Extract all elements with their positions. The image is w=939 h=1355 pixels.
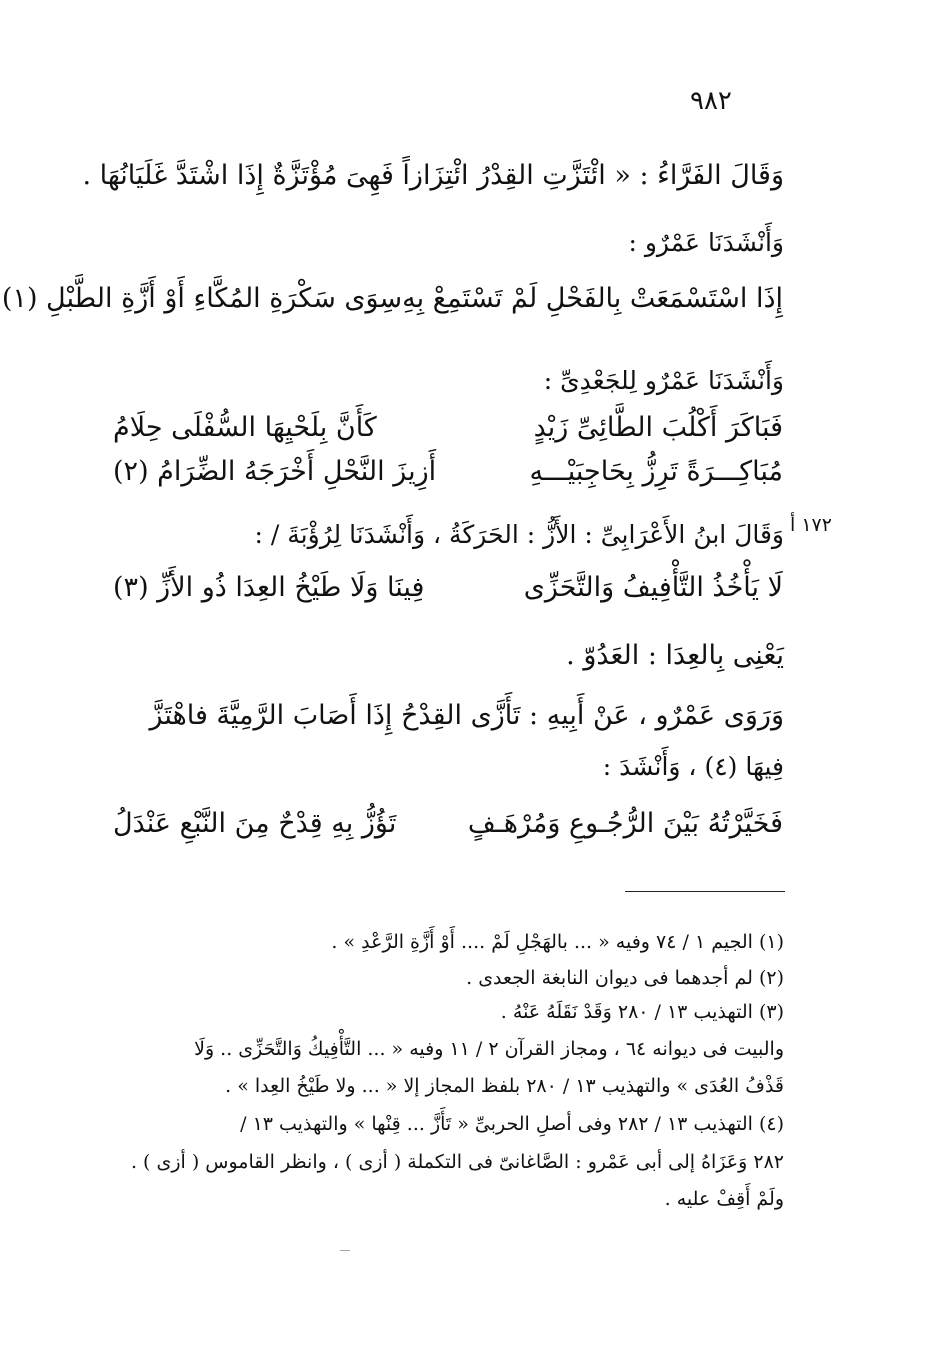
footnote-3-continuation: والبيت فى ديوانه ٦٤ ، ومجاز القرآن ٢ / ١١ وفيه « ... التَّأْفِيكُ وَالتَّحَزِّى .. وَلَا xyxy=(194,1038,784,1060)
verse-2-second-hemistich: كَأَنَّ بِلَحْيِهَا السُّفْلَى حِلَامُ xyxy=(113,412,377,443)
verse-3 xyxy=(113,456,783,487)
text-line-farra: وَقَالَ الفَرَّاءُ : « ائْتَزَّتِ القِدْرُ ائْتِزَازاً فَهِىَ مُؤْتَزَّةٌ إِذَا اشْتَدَّ غَلَيَانُهَا . xyxy=(82,160,784,191)
verse-2-first-hemistich: فَبَاكَرَ أَكْلُبَ الطَّائِىِّ زَيْدٍ xyxy=(533,412,783,443)
verse-5 xyxy=(113,808,783,839)
text-line-anshadana-amr: وَأَنْشَدَنَا عَمْرٌو : xyxy=(628,228,784,257)
footnote-1: (١) الجيم ١ / ٧٤ وفيه « ... بالهَجْلِ لَمْ .... أَوْ أَزَّةِ الرَّعْدِ » . xyxy=(331,931,784,953)
footnote-2: (٢) لم أجدهما فى ديوان النابغة الجعدى . xyxy=(466,967,784,989)
verse-3-first-hemistich: مُبَاكِـــرَةً تَرِزُّ بِحَاجِبَيْـــهِ xyxy=(529,456,783,487)
verse-4-first-hemistich: لَا يَأْخُذُ التَّأْفِيفُ وَالتَّحَزِّى xyxy=(523,572,783,603)
verse-2 xyxy=(113,412,783,443)
footnote-separator xyxy=(625,891,785,892)
verse-4-second-hemistich: فِينَا وَلَا طَيْخُ العِدَا ذُو الأَزِّ (٣) xyxy=(113,572,425,603)
verse-5-first-hemistich: فَخَيَّرْتُهُ بَيْنَ الرُّجُـوعِ وَمُرْهَـفٍ xyxy=(467,808,783,839)
verse-4 xyxy=(113,572,783,603)
verse-1 xyxy=(1,283,783,314)
margin-folio-note: ١٧٢ أ xyxy=(790,514,832,536)
text-line-ibn-arabi: وَقَالَ ابنُ الأَعْرَابِىِّ : الأَزُّ : الحَرَكَةُ ، وَأَنْشَدَنَا لِرُؤْبَةَ / : xyxy=(254,520,784,549)
footnote-4: (٤) التهذيب ١٣ / ٢٨٢ وفى أصلِ الحربىِّ « تَأَزَّ ... قِنْها » والتهذيب ١٣ / xyxy=(240,1113,784,1135)
footnote-4-continuation-2: ولَمْ أَقِفْ عليه . xyxy=(664,1188,784,1210)
text-line-fiha: فِيهَا (٤) ، وَأَنْشَدَ : xyxy=(602,752,784,781)
verse-1-first-hemistich: إِذَا اسْتَسْمَعَتْ بِالفَحْلِ لَمْ تَسْتَمِعْ بِهِ xyxy=(402,283,783,314)
scan-speck xyxy=(340,1250,350,1251)
text-line-jadi: وَأَنْشَدَنَا عَمْرٌو لِلجَعْدِىِّ : xyxy=(543,366,784,395)
text-line-yani: يَعْنِى بِالعِدَا : العَدُوّ . xyxy=(566,640,784,671)
footnote-3: (٣) التهذيب ١٣ / ٢٨٠ وَقَدْ نَقَلَهُ عَنْهُ . xyxy=(500,1001,784,1023)
footnote-3-continuation-2: قَذْفُ العُدَى » والتهذيب ١٣ / ٢٨٠ بلفظ المجاز إلا « ... ولا طَيْخُ العِدا » . xyxy=(225,1075,784,1097)
page-number: ٩٨٢ xyxy=(690,86,732,116)
text-line-rawa-amr: وَرَوَى عَمْرٌو ، عَنْ أَبِيهِ : تَأَزَّى القِدْحُ إِذَا أَصَابَ الرَّمِيَّةَ فاهْتَزَّ xyxy=(149,700,784,731)
verse-5-second-hemistich: تَؤُزُّ بِهِ قِدْحٌ مِنَ النَّبْعِ عَنْدَلُ xyxy=(113,808,397,839)
verse-1-second-hemistich: سِوَى سَكْرَةِ المُكَّاءِ أَوْ أَزَّةِ الطَّبْلِ (١) xyxy=(1,283,403,314)
verse-3-second-hemistich: أَزِيزَ النَّحْلِ أَخْرَجَهُ الضِّرَامُ (٢) xyxy=(113,456,437,487)
footnote-4-continuation: ٢٨٢ وَعَزَاهُ إلى أبى عَمْرو : الصَّاغانىّ فى التكملة ( أزى ) ، وانظر القاموس ( أزى ) . xyxy=(130,1151,784,1173)
